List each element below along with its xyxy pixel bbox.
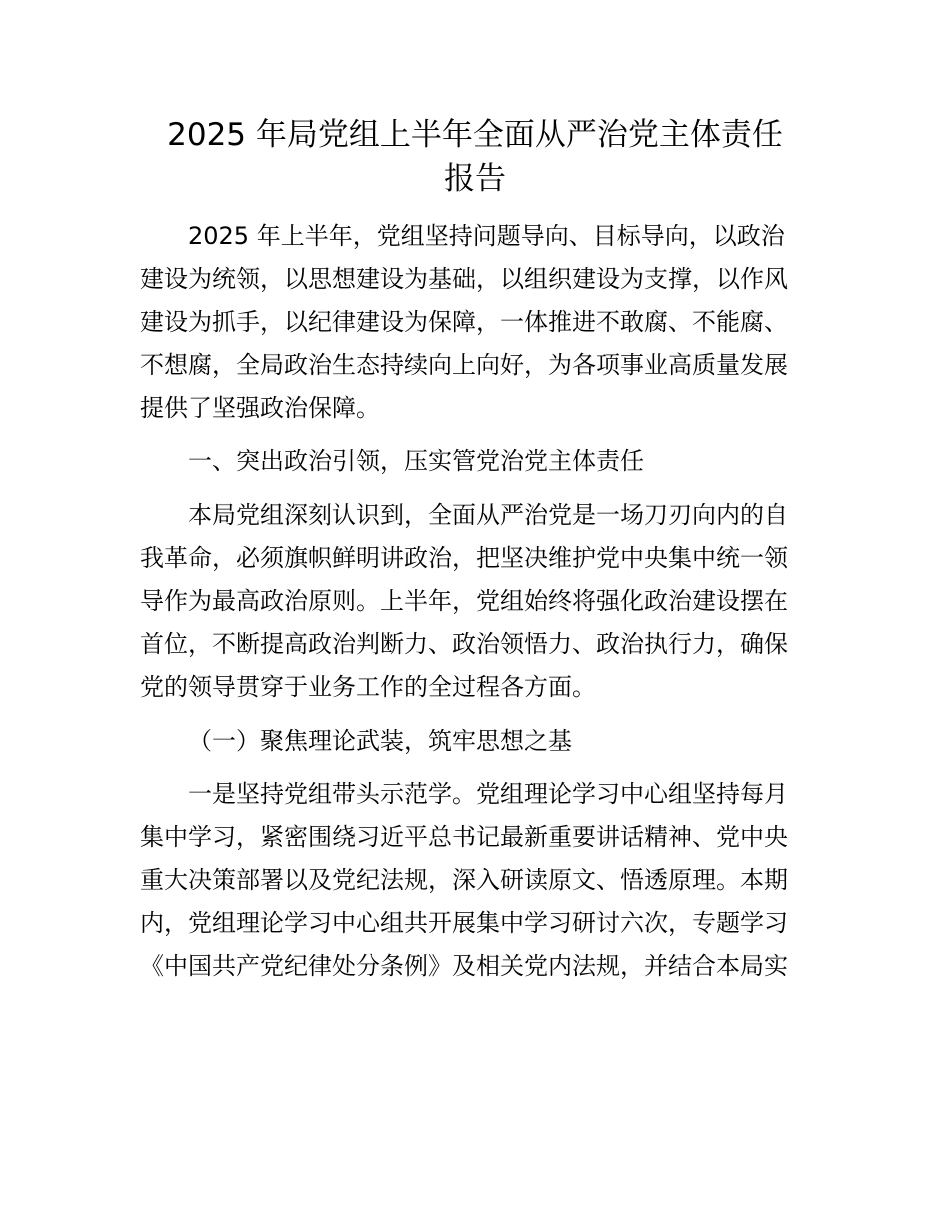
document-title-line-1: 2025 年局党组上半年全面从严治党主体责任 [167,117,783,153]
paragraph-line: 本局党组深刻认识到，全面从严治党是一场刀刃向内的自 [188,501,788,529]
paragraph-line: 重大决策部署以及党纪法规，深入研读原文、悟透原理。本期 [140,866,788,894]
paragraph-line: 建设为统领，以思想建设为基础，以组织建设为支撑，以作风 [140,265,788,293]
paragraph-line: 2025 年上半年，党组坚持问题导向、目标导向，以政治 [188,222,785,250]
paragraph-line: 集中学习，紧密围绕习近平总书记最新重要讲话精神、党中央 [140,823,788,851]
paragraph-line: 内，党组理论学习中心组共开展集中学习研讨六次，专题学习 [140,909,788,937]
subsection-heading: （一）聚焦理论武装，筑牢思想之基 [188,727,572,755]
paragraph-line: 提供了坚强政治保障。 [140,394,380,422]
paragraph-line: 不想腐，全局政治生态持续向上向好，为各项事业高质量发展 [140,351,788,379]
paragraph-line: 导作为最高政治原则。上半年，党组始终将强化政治建设摆在 [140,587,788,615]
paragraph-line: 党的领导贯穿于业务工作的全过程各方面。 [140,673,596,701]
section-heading: 一、突出政治引领，压实管党治党主体责任 [188,447,644,475]
paragraph-line: 首位，不断提高政治判断力、政治领悟力、政治执行力，确保 [140,630,788,658]
paragraph-line: 一是坚持党组带头示范学。党组理论学习中心组坚持每月 [188,780,788,808]
paragraph-line: 我革命，必须旗帜鲜明讲政治，把坚决维护党中央集中统一领 [140,544,788,572]
document-title-line-2: 报告 [444,161,506,197]
paragraph-line: 建设为抓手，以纪律建设为保障，一体推进不敢腐、不能腐、 [140,308,788,336]
paragraph-line: 《中国共产党纪律处分条例》及相关党内法规，并结合本局实 [140,952,788,980]
